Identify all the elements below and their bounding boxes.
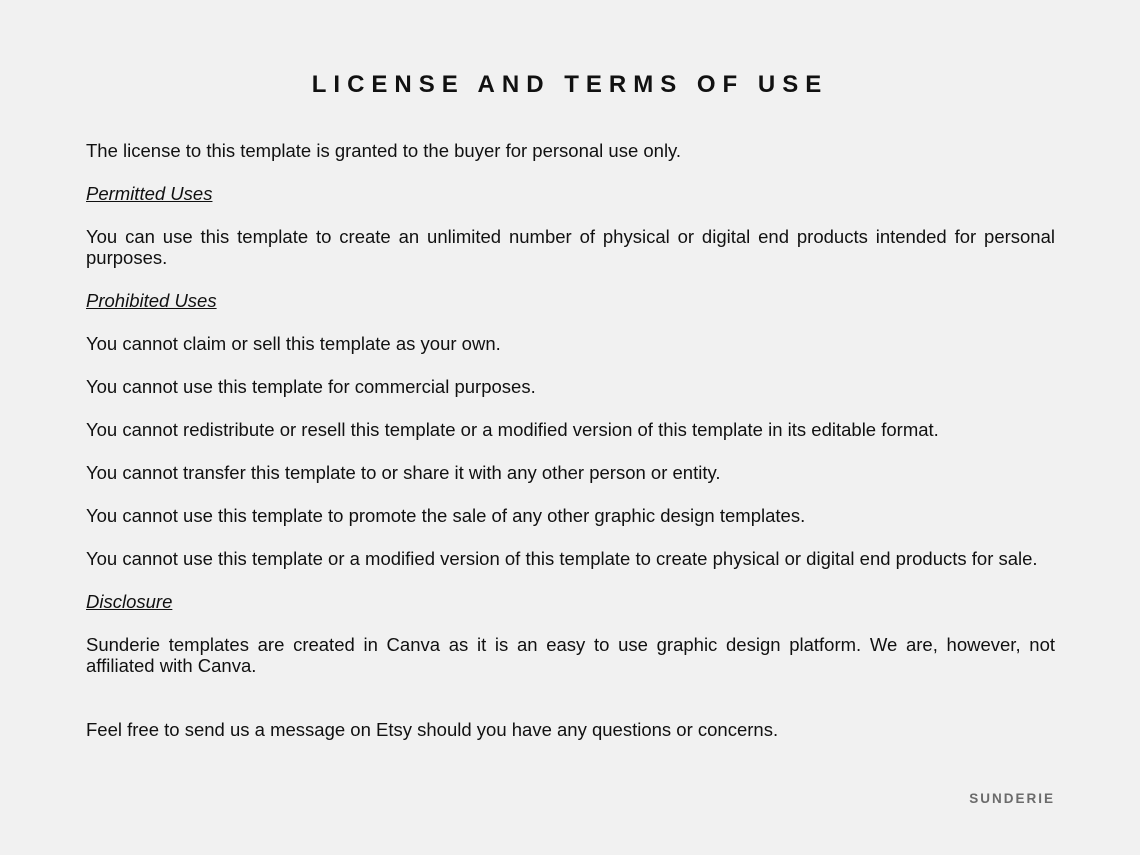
- prohibited-item: You cannot use this template or a modified version of this template to create physical or digital end products for sale.: [86, 548, 1038, 569]
- permitted-uses-heading: Permitted Uses: [86, 183, 213, 204]
- disclosure-heading: Disclosure: [86, 591, 173, 612]
- permitted-uses-text: You can use this template to create an unlimited number of physical or digital end products intended for personal purposes.: [86, 226, 1055, 268]
- prohibited-item: You cannot use this template for commercial purposes.: [86, 376, 536, 397]
- prohibited-item: You cannot use this template to promote the sale of any other graphic design templates.: [86, 505, 806, 526]
- license-body: [86, 140, 1055, 762]
- brand-logo-text: SUNDERIE: [969, 791, 1055, 806]
- prohibited-item: You cannot transfer this template to or share it with any other person or entity.: [86, 462, 721, 483]
- prohibited-item: You cannot redistribute or resell this template or a modified version of this template in its editable format.: [86, 419, 939, 440]
- contact-paragraph: Feel free to send us a message on Etsy should you have any questions or concerns.: [86, 719, 779, 740]
- prohibited-uses-heading: Prohibited Uses: [86, 290, 217, 311]
- disclosure-text: Sunderie templates are created in Canva as it is an easy to use graphic design platform. We are, however, not affiliated with Canva.: [86, 634, 1055, 676]
- intro-paragraph: The license to this template is granted to the buyer for personal use only.: [86, 140, 682, 161]
- page-title: LICENSE AND TERMS OF USE: [311, 71, 829, 98]
- prohibited-item: You cannot claim or sell this template as your own.: [86, 333, 501, 354]
